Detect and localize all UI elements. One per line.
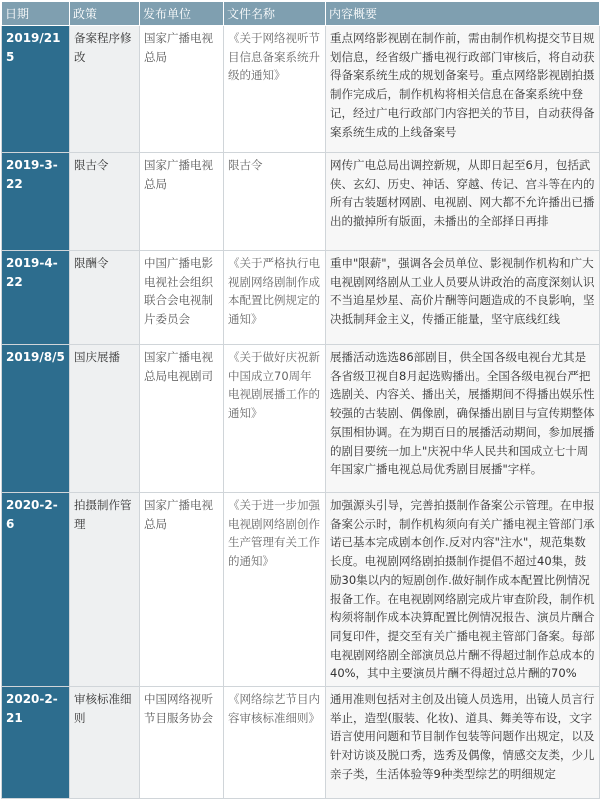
row-date: 2020-2-21 — [2, 687, 70, 799]
row-summary: 展播活动选选86部剧目，供全国各级电视台尤其是各省级卫视自8月起选购播出。全国各级电视台严把选剧关、内容关、播出关，展播期间不得播出娱乐性较强的古装剧、偶像剧，确保播出剧目与宣传期整体氛围相协调。在为期百日的展播活动期间，参加展播的剧目要统一加上"庆祝中华人民共和国成立七十周年国家广播电视总局优秀剧目展播"字样。 — [326, 345, 600, 493]
row-document: 《关于网络视听节目信息备案系统升级的通知》 — [224, 26, 326, 153]
table-row — [2, 26, 600, 153]
policy-table — [1, 1, 600, 799]
header-policy: 政策 — [70, 2, 140, 26]
table-row — [2, 493, 600, 687]
row-summary: 加强源头引导，完善拍摄制作备案公示管理。在申报备案公示时，制作机构须向有关广播电视主管部门承诺已基本完成剧本创作.反对内容"注水"，规范集数长度。电视剧网络剧拍摄制作提倡不超过40集，鼓励30集以内的短剧创作.做好制作成本配置比例情况报备工作。在电视剧网络剧完成片审查阶段，制作机构须将制作成本决算配置比例情况报告、演员片酬合同复印件，提交至有关广播电视主管部门备案。每部电视剧网络剧全部演员总片酬不得超过制作总成本的40%，其中主要演员片酬不得超过总片酬的70% — [326, 493, 600, 687]
row-policy: 审核标准细则 — [70, 687, 140, 799]
table-row — [2, 687, 600, 799]
header-date: 日期 — [2, 2, 70, 26]
row-summary: 网传广电总局出调控新规，从即日起至6月，包括武侠、玄幻、历史、神话、穿越、传记、宫斗等在内的所有古装题材网剧、电视剧、网大都不允许播出已播出的撤掉所有版面，未播出的全部择日再排 — [326, 153, 600, 251]
header-document: 文件名称 — [224, 2, 326, 26]
row-issuer: 国家广播电视总局 — [140, 153, 224, 251]
row-policy: 国庆展播 — [70, 345, 140, 493]
row-issuer: 中国广播电影电视社会组织联合会电视制片委员会 — [140, 251, 224, 345]
row-date: 2019-4-22 — [2, 251, 70, 345]
row-issuer: 国家广播电视总局 — [140, 26, 224, 153]
row-policy: 限酬令 — [70, 251, 140, 345]
header-row — [2, 2, 600, 26]
row-document: 《网络综艺节目内容审核标准细则》 — [224, 687, 326, 799]
row-issuer: 国家广播电视总局 — [140, 493, 224, 687]
row-date: 2020-2-6 — [2, 493, 70, 687]
row-summary: 重点网络影视剧在制作前，需由制作机构提交节目规划信息，经省级广播电视行政部门审核后，将自动获得备案系统生成的规划备案号。重点网络影视剧拍摄制作完成后，制作机构将相关信息在备案系统中登记，经过广电行政部门内容把关的节目，自动获得备案系统生成的上线备案号 — [326, 26, 600, 153]
row-document: 限古令 — [224, 153, 326, 251]
table-row — [2, 153, 600, 251]
table-row — [2, 251, 600, 345]
row-issuer: 国家广播电视总局电视剧司 — [140, 345, 224, 493]
table-row — [2, 345, 600, 493]
row-document: 《关于做好庆祝新中国成立70周年电视剧展播工作的通知》 — [224, 345, 326, 493]
row-date: 2019-3-22 — [2, 153, 70, 251]
header-issuer: 发布单位 — [140, 2, 224, 26]
row-policy: 限古令 — [70, 153, 140, 251]
row-date: 2019/215 — [2, 26, 70, 153]
row-policy: 拍摄制作管理 — [70, 493, 140, 687]
row-issuer: 中国网络视听节目服务协会 — [140, 687, 224, 799]
header-summary: 内容概要 — [326, 2, 600, 26]
row-summary: 重申"限薪"，强调各会员单位、影视制作机构和广大电视剧网络剧从工业人员要从讲政治的高度深刻认识不当追星炒星、高价片酬等问题造成的不良影响，坚决抵制拜金主义，传播正能量，坚守底线红线 — [326, 251, 600, 345]
row-date: 2019/8/5 — [2, 345, 70, 493]
row-policy: 备案程序修改 — [70, 26, 140, 153]
row-document: 《关于进一步加强电视剧网络剧创作生产管理有关工作的通知》 — [224, 493, 326, 687]
row-document: 《关于严格执行电视剧网络剧制作成本配置比例规定的通知》 — [224, 251, 326, 345]
row-summary: 通用准则包括对主创及出镜人员选用，出镜人员言行举止，造型(服装、化妆)、道具、舞美等布设，文字语言使用问题和节目制作包装等问题作出规定，以及针对访谈及脱口秀，选秀及偶像，情感交友类，少儿亲子类，生活体验等9种类型综艺的明细规定 — [326, 687, 600, 799]
